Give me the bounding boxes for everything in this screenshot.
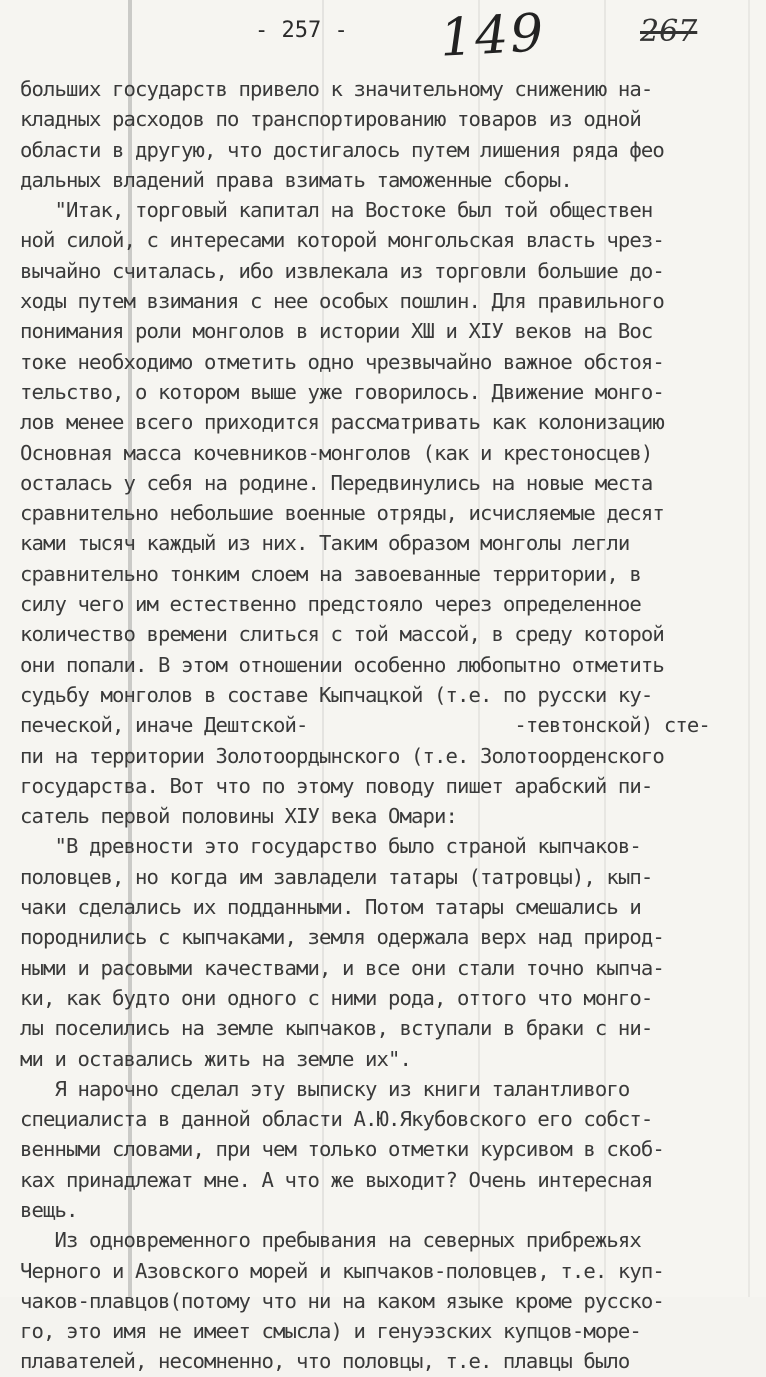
typewritten-text	[20, 74, 762, 1377]
text-line: дальных владений права взимать таможенные сборы.	[20, 167, 572, 192]
text-line: чаки сделались их подданными. Потом татары смешались и	[20, 895, 641, 920]
text-line: сатель первой половины ХIУ века Омари:	[20, 804, 457, 829]
text-line: Черного и Азовского морей и кыпчаков-половцев, т.е. куп-	[20, 1258, 664, 1283]
text-line: плавателей, несомненно, что половцы, т.е. плавцы было	[20, 1349, 630, 1374]
text-line: ки, как будто они одного с ними рода, оттого что монго-	[20, 985, 653, 1010]
page-number: - 257 -	[255, 18, 348, 43]
text-line: вычайно считалась, ибо извлекала из торговли большие до-	[20, 258, 664, 283]
text-line: лы поселились на земле кыпчаков, вступали в браки с ни-	[20, 1016, 653, 1041]
text-line: сравнительно тонким слоем на завоеванные территории, в	[20, 561, 641, 586]
text-line: Я нарочно сделал эту выписку из книги талантливого	[20, 1076, 630, 1101]
text-line: венными словами, при чем только отметки курсивом в скоб-	[20, 1137, 664, 1162]
text-line: породнились с кыпчаками, земля одержала верх над природ-	[20, 925, 664, 950]
text-line: тельство, о котором выше уже говорилось. Движение монго-	[20, 379, 664, 404]
text-line: половцев, но когда им завладели татары (татровцы), кып-	[20, 864, 653, 889]
text-line: "В древности это государство было страной кыпчаков-	[20, 834, 641, 859]
text-line: государства. Вот что по этому поводу пишет арабский пи-	[20, 773, 653, 798]
text-line: специалиста в данной области А.Ю.Якубовского его собст-	[20, 1107, 653, 1132]
text-line: сравнительно небольшие военные отряды, исчисляемые десят	[20, 501, 664, 526]
text-line: осталась у себя на родине. Передвинулись на новые места	[20, 470, 653, 495]
text-line: ными и расовыми качествами, и все они стали точно кыпча-	[20, 955, 664, 980]
text-line: понимания роли монголов в истории ХШ и ХIУ веков на Вос	[20, 319, 653, 344]
text-line: ми и оставались жить на земле их".	[20, 1046, 411, 1071]
text-line: лов менее всего приходится рассматривать как колонизацию	[20, 410, 664, 435]
text-line: пи на территории Золотоордынского (т.е. Золотоорденского	[20, 743, 664, 768]
text-line: ной силой, с интересами которой монгольская власть чрез-	[20, 228, 664, 253]
text-line: токе необходимо отметить одно чрезвычайно важное обстоя-	[20, 349, 664, 374]
text-line: области в другую, что достигалось путем лишения ряда фео	[20, 137, 664, 162]
handwritten-page-number: 149	[438, 3, 547, 69]
text-line: "Итак, торговый капитал на Востоке был той обществен	[20, 198, 653, 223]
text-line: силу чего им естественно предстояло через определенное	[20, 592, 641, 617]
text-line: больших государств привело к значительному снижению на-	[20, 77, 653, 101]
text-line: они попали. В этом отношении особенно любопытно отметить	[20, 652, 664, 677]
text-line: Основная масса кочевников-монголов (как и крестоносцев)	[20, 440, 653, 465]
text-line: вещь.	[20, 1197, 78, 1222]
text-line: ходы путем взимания с нее особых пошлин. Для правильного	[20, 289, 664, 314]
crossed-out-page-number: 267	[640, 14, 698, 49]
text-line: печеской, иначе Дештской- -тевтонской) сте-	[20, 713, 710, 738]
text-line: ками тысяч каждый из них. Таким образом монголы легли	[20, 531, 630, 556]
text-line: судьбу монголов в составе Кыпчацкой (т.е. по русски ку-	[20, 682, 653, 707]
text-line: го, это имя не имеет смысла) и генуэзских купцов-море-	[20, 1319, 641, 1344]
text-line: кладных расходов по транспортированию товаров из одной	[20, 107, 641, 132]
text-line: чаков-плавцов(потому что ни на каком языке кроме русско-	[20, 1288, 664, 1313]
text-line: ках принадлежат мне. А что же выходит? Очень интересная	[20, 1167, 653, 1192]
text-line: Из одновременного пребывания на северных прибрежьях	[20, 1228, 641, 1253]
page-header	[0, 0, 766, 80]
text-line: количество времени слиться с той массой, в среду которой	[20, 622, 664, 647]
